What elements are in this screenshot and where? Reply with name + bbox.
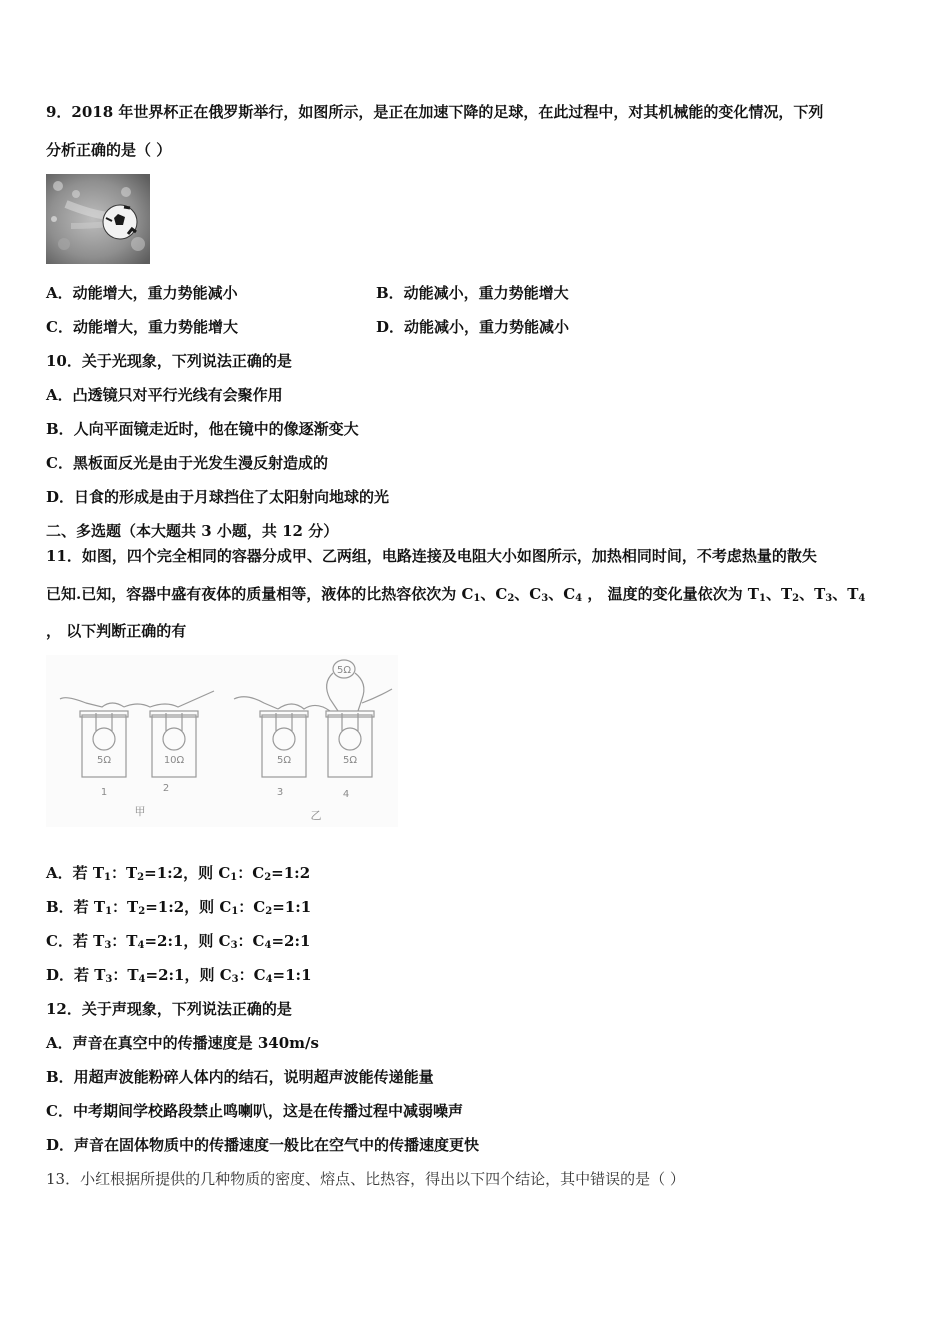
container-4-number: 4 — [342, 789, 350, 800]
q12-option-a: A．声音在真空中的传播速度是 340m/s — [46, 1034, 319, 1052]
group-b-label: 乙 — [310, 809, 322, 822]
q11-stem-line1: 11．如图，四个完全相同的容器分成甲、乙两组，电路连接及电阻大小如图所示，加热相同时间，不考虑热量的散失 — [46, 547, 817, 565]
q12-option-c: C．中考期间学校路段禁止鸣喇叭，这是在传播过程中减弱噪声 — [46, 1102, 463, 1120]
q10-option-b: B．人向平面镜走近时，他在镜中的像逐渐变大 — [46, 420, 359, 438]
q13-stem: 13．小红根据所提供的几种物质的密度、熔点、比热容，得出以下四个结论，其中错误的是（ ） — [46, 1170, 685, 1188]
q11-option-b: B．若 $T_1$：$T_2=1:2$，则 $C_1$：$C_2=1:1$ — [46, 898, 312, 917]
q12-stem: 12．关于声现象，下列说法正确的是 — [46, 1000, 292, 1018]
container-2-resistor: 10Ω — [163, 755, 185, 766]
q10-option-d: D．日食的形成是由于月球挡住了太阳射向地球的光 — [46, 488, 390, 506]
q11-option-c: C．若 $T_3$：$T_4=2:1$，则 $C_3$：$C_4=2:1$ — [46, 932, 311, 951]
container-1-resistor: 5Ω — [96, 755, 112, 766]
container-2-number: 2 — [162, 783, 170, 794]
football-photo — [46, 174, 150, 264]
q11-stem-line3: ， 以下判断正确的有 — [46, 622, 187, 640]
q10-option-a: A．凸透镜只对平行光线有会聚作用 — [46, 386, 283, 404]
q9-option-a: A．动能增大，重力势能减小 — [46, 284, 238, 302]
section-heading: 二、多选题（本大题共 3 小题，共 12 分） — [46, 522, 339, 540]
football-image — [46, 174, 150, 264]
q12-option-d: D．声音在固体物质中的传播速度一般比在空气中的传播速度更快 — [46, 1136, 480, 1154]
top-resistor-label: 5Ω — [336, 665, 352, 676]
q11-stem-line2: 已知.已知，容器中盛有夜体的质量相等，液体的比热容依次为 $C_1$、$C_2$、$C_3$、$C_4$ ， 温度的变化量依次为 $T_1$、$T_2$、$T_3$、$T_4$ — [46, 585, 866, 604]
container-4-resistor: 5Ω — [342, 755, 358, 766]
q12-option-b: B．用超声波能粉碎人体内的结石，说明超声波能传递能量 — [46, 1068, 434, 1086]
q9-option-c: C．动能增大，重力势能增大 — [46, 318, 238, 336]
circuit-diagram-svg — [46, 655, 398, 827]
q11-option-d: D．若 $T_3$：$T_4=2:1$，则 $C_3$：$C_4=1:1$ — [46, 966, 312, 985]
q10-stem: 10．关于光现象，下列说法正确的是 — [46, 352, 292, 370]
circuit-diagram — [46, 655, 398, 827]
container-1-number: 1 — [100, 787, 108, 798]
q9-stem-line2: 分析正确的是（ ） — [46, 141, 172, 159]
q9-option-b: B．动能减小，重力势能增大 — [376, 284, 569, 302]
group-a-label: 甲 — [134, 805, 146, 818]
q10-option-c: C．黑板面反光是由于光发生漫反射造成的 — [46, 454, 328, 472]
container-3-resistor: 5Ω — [276, 755, 292, 766]
q11-option-a: A．若 $T_1$：$T_2=1:2$，则 $C_1$：$C_2=1:2$ — [46, 864, 311, 883]
q9-stem-line1: 9．2018 年世界杯正在俄罗斯举行，如图所示，是正在加速下降的足球，在此过程中，对其机械能的变化情况，下列 — [46, 103, 824, 121]
q9-option-d: D．动能减小，重力势能减小 — [376, 318, 570, 336]
container-3-number: 3 — [276, 787, 284, 798]
